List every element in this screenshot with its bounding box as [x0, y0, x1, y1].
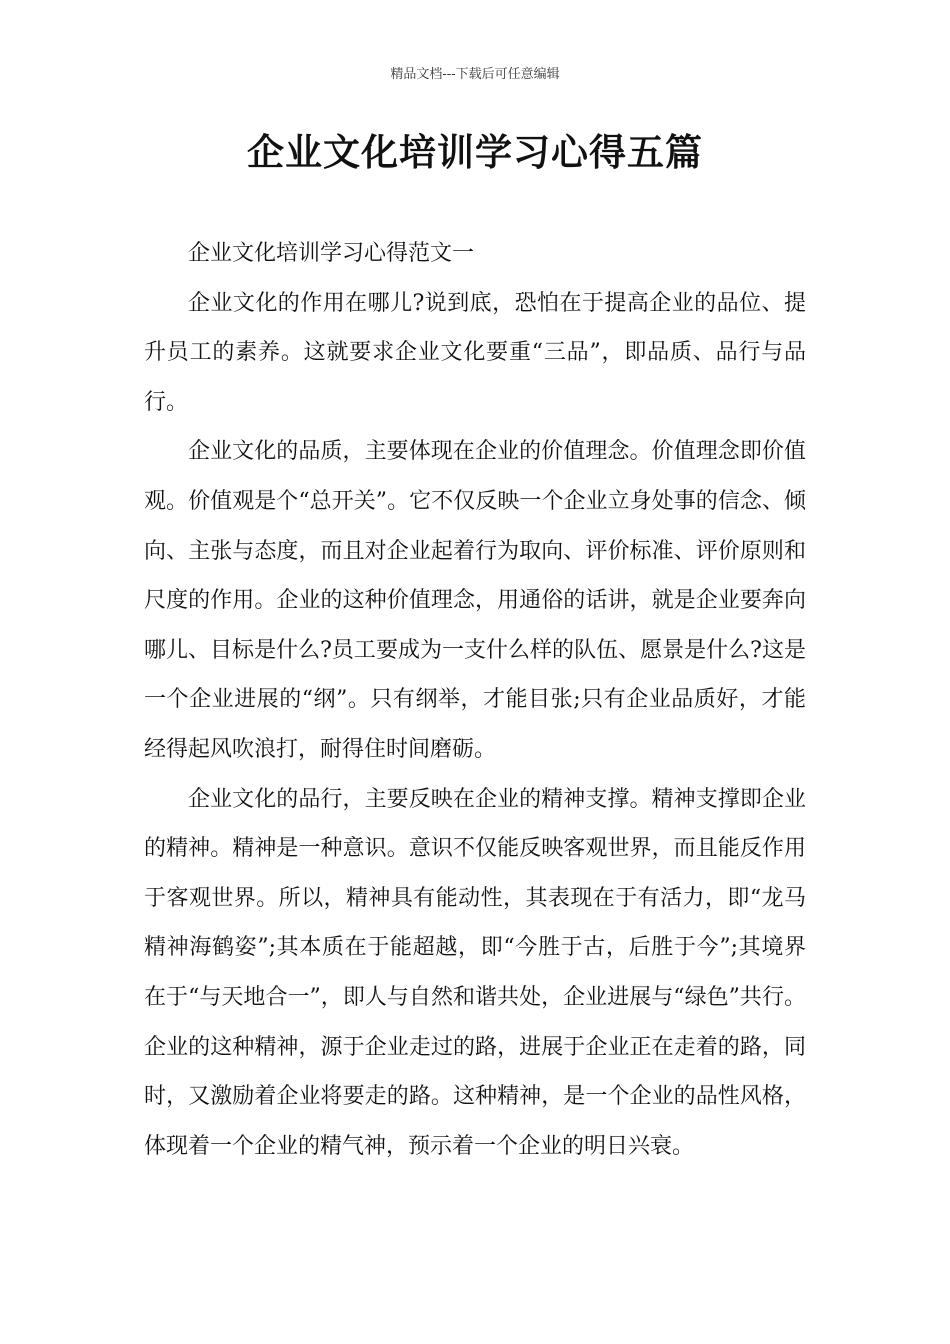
section-heading: 企业文化培训学习心得范文一 — [188, 241, 475, 266]
paragraph: 企业文化的作用在哪儿?说到底，恐怕在于提高企业的品位、提升员工的素养。这就要求企业文化要重“三品”，即品质、品行与品行。 — [144, 290, 806, 415]
paragraph: 企业文化的品行，主要反映在企业的精神支撑。精神支撑即企业的精神。精神是一种意识。意识不仅能反映客观世界，而且能反作用于客观世界。所以，精神具有能动性，其表现在于有活力，即“龙马精神海鹤姿”;其本质在于能超越，即“今胜于古，后胜于今”;其境界在于“与天地合一”，即人与自然和谐共处，企业进展与“绿色”共行。企业的这种精神，源于企业走过的路，进展于企业正在走着的路，同时，又激励着企业将要走的路。这种精神，是一个企业的品性风格，体现着一个企业的精气神，预示着一个企业的明日兴衰。 — [144, 786, 806, 1159]
document-body — [144, 229, 806, 1171]
paragraph: 企业文化的品质，主要体现在企业的价值理念。价值理念即价值观。价值观是个“总开关”。它不仅反映一个企业立身处事的信念、倾向、主张与态度，而且对企业起着行为取向、评价标准、评价原则和尺度的作用。企业的这种价值理念，用通俗的话讲，就是企业要奔向哪儿、目标是什么?员工要成为一支什么样的队伍、愿景是什么?这是一个企业进展的“纲”。只有纲举，才能目张;只有企业品质好，才能经得起风吹浪打，耐得住时间磨砺。 — [144, 439, 806, 762]
document-title: 企业文化培训学习心得五篇 — [247, 131, 703, 174]
header-note: 精品文档---下载后可任意编辑 — [390, 67, 560, 82]
